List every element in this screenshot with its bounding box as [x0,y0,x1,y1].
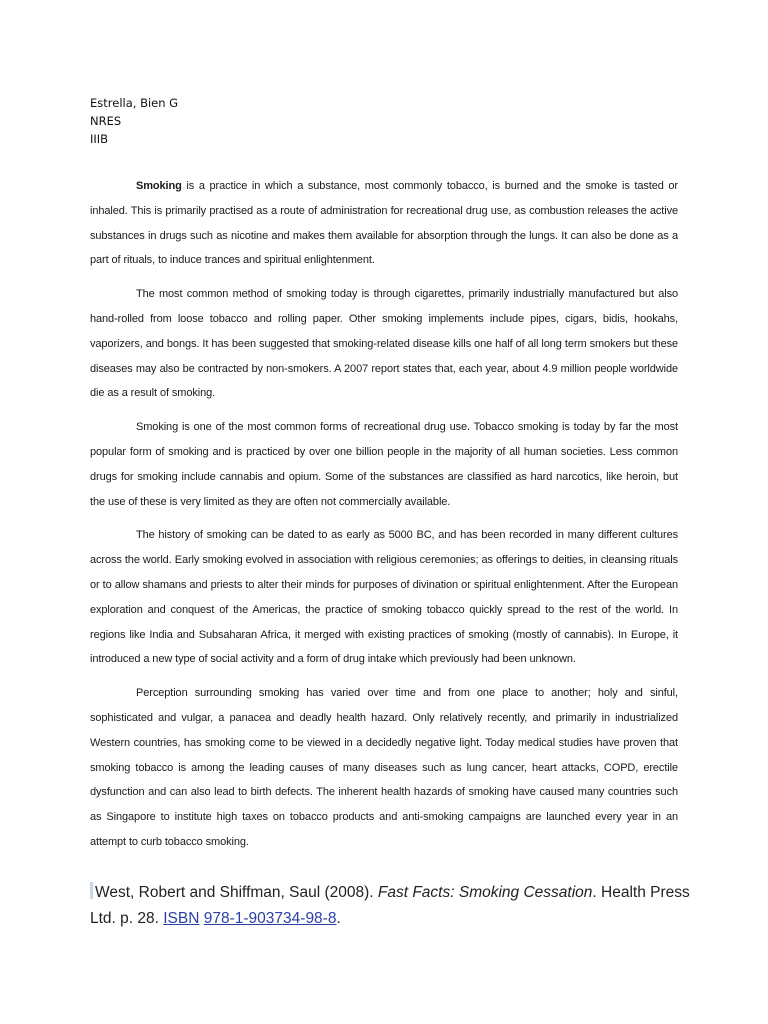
isbn-number-link[interactable]: 978-1-903734-98-8 [203,910,337,927]
paragraph-4: The history of smoking can be dated to as early as 5000 BC, and has been recorded in many different cultures across the world. Early smoking evolved in association with religious ceremonies; as offerings to deities, in cleansing rituals or to allow shamans and priests to alter their minds for purposes of divination or spiritual enlightenment. After the European exploration and conquest of the Americas, the practice of smoking tobacco quickly spread to the rest of the world. In regions like India and Subsaharan Africa, it merged with existing practices of smoking (mostly of cannabis). In Europe, it introduced a new type of social activity and a form of drug intake which previously had been unknown. [90,529,678,666]
paragraph-5: Perception surrounding smoking has varied over time and from one place to another; holy and sinful, sophisticated and vulgar, a panacea and deadly health hazard. Only relatively recently, and primarily in industrialized Western countries, has smoking come to be viewed in a decidedly negative light. Today medical studies have proven that smoking tobacco is among the leading causes of many diseases such as lung cancer, heart attacks, COPD, erectile dysfunction and can also lead to birth defects. The inherent health hazards of smoking have caused many countries such as Singapore to institute high taxes on tobacco products and anti-smoking campaigns are launched every year in an attempt to curb tobacco smoking. [90,687,678,848]
paragraph-1 [90,174,678,273]
paragraph-3: Smoking is one of the most common forms of recreational drug use. Tobacco smoking is today by far the most popular form of smoking and is practiced by over one billion people in the majority of all human societies. Less common drugs for smoking include cannabis and opium. Some of the substances are classified as hard narcotics, like heroin, but the use of these is very limited as they are often not commercially available. [90,421,678,508]
essay-body [90,174,678,864]
author-name: Estrella, Bien G [90,96,179,110]
citation-marker [90,882,93,899]
course-label: NRES [90,114,122,128]
citation-end: . [336,910,341,927]
citation-publisher: . Health Press Ltd. p. 28. [90,884,690,927]
paragraph-1-text: is a practice in which a substance, most commonly tobacco, is burned and the smoke is tasted or inhaled. This is primarily practised as a route of administration for recreational drug use, as combustion releases the active substances in drugs such as nicotine and makes them available for absorption through the lungs. It can also be done as a part of rituals, to induce trances and spiritual enlightenment. [90,180,678,267]
paragraph-1-lead-term: Smoking [136,180,182,192]
author-header [90,94,178,148]
paragraph-2: The most common method of smoking today is through cigarettes, primarily industrially manufactured but also hand-rolled from loose tobacco and rolling paper. Other smoking implements include pipes, cigars, bidis, hookahs, vaporizers, and bongs. It has been suggested that smoking-related disease kills one half of all long term smokers but these diseases may also be contracted by non-smokers. A 2007 report states that, each year, about 4.9 million people worldwide die as a result of smoking. [90,288,678,400]
citation-authors: West, Robert and Shiffman, Saul (2008). [95,884,378,901]
citation-title: Fast Facts: Smoking Cessation [377,884,593,901]
isbn-link[interactable]: ISBN [163,910,200,927]
section-label: IIIB [90,132,109,146]
reference-citation [90,880,690,932]
